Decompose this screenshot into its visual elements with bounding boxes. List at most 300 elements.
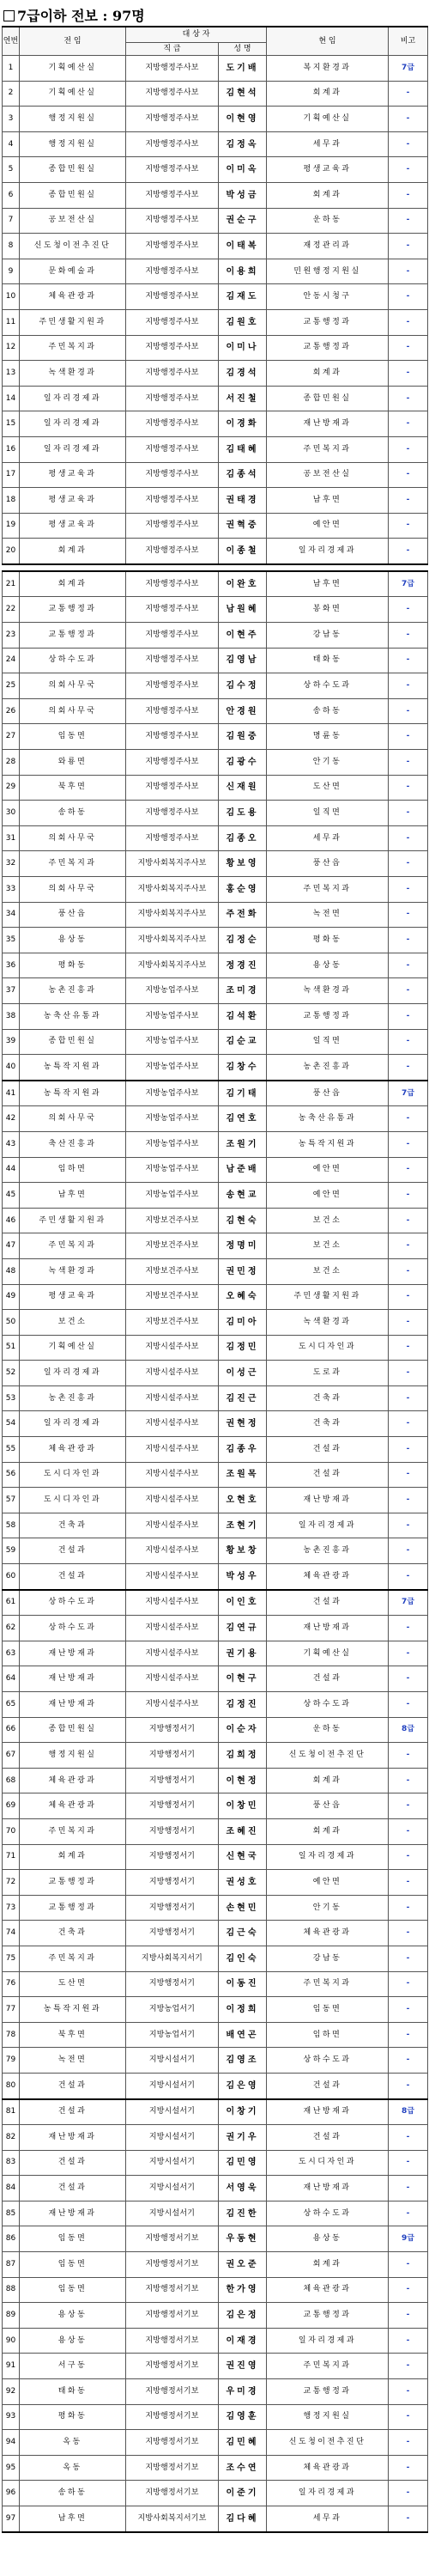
row-grade: 지방사회복지서기 — [126, 1946, 219, 1971]
row-grade: 지방농업서기 — [126, 1997, 219, 2023]
row-note: - — [389, 877, 428, 903]
row-number: 90 — [3, 2328, 20, 2354]
table-row — [3, 2022, 428, 2048]
row-to-dept: 평화동 — [267, 928, 389, 953]
row-number: 27 — [3, 724, 20, 750]
row-name: 김재도 — [219, 284, 267, 310]
row-note: - — [389, 81, 428, 107]
row-number: 18 — [3, 488, 20, 514]
row-number: 61 — [3, 1590, 20, 1616]
col-header-target: 대 상 자 — [126, 27, 267, 43]
row-to-dept: 예안면 — [267, 1183, 389, 1209]
row-note: - — [389, 1538, 428, 1564]
table-row — [3, 2252, 428, 2278]
row-note: 8급 — [389, 2099, 428, 2125]
row-grade: 지방행정주사보 — [126, 462, 219, 488]
row-note: - — [389, 1692, 428, 1718]
row-name: 김도용 — [219, 801, 267, 826]
row-from-dept: 축산진흥과 — [20, 1131, 126, 1157]
row-grade: 지방행정주사보 — [126, 623, 219, 649]
row-note: - — [389, 1029, 428, 1055]
row-note: - — [389, 107, 428, 132]
row-name: 박성금 — [219, 182, 267, 208]
row-to-dept: 건설과 — [267, 2125, 389, 2151]
row-grade: 지방시설주사보 — [126, 1462, 219, 1488]
row-to-dept: 재난방재과 — [267, 2099, 389, 2125]
row-to-dept: 재난방재과 — [267, 2176, 389, 2201]
row-number: 81 — [3, 2099, 20, 2125]
row-note: - — [389, 208, 428, 234]
row-grade: 지방시설주사보 — [126, 1437, 219, 1463]
table-row — [3, 259, 428, 284]
row-note: 8급 — [389, 1717, 428, 1743]
row-name: 이현구 — [219, 1666, 267, 1692]
row-number: 36 — [3, 953, 20, 978]
table-row — [3, 571, 428, 597]
row-note: - — [389, 1106, 428, 1132]
row-grade: 지방행정주사보 — [126, 81, 219, 107]
table-row — [3, 1921, 428, 1946]
row-grade: 지방행정서기보 — [126, 2430, 219, 2456]
row-grade: 지방행정주사보 — [126, 386, 219, 411]
row-name: 김정민 — [219, 1335, 267, 1361]
row-grade: 지방행정주사보 — [126, 488, 219, 514]
row-note: - — [389, 1641, 428, 1666]
row-name: 김민영 — [219, 2150, 267, 2176]
table-row — [3, 1844, 428, 1870]
row-grade: 지방행정서기 — [126, 1870, 219, 1896]
row-number: 87 — [3, 2252, 20, 2278]
row-note: - — [389, 1946, 428, 1971]
row-grade: 지방행정주사보 — [126, 597, 219, 623]
row-to-dept: 교통행정과 — [267, 1003, 389, 1029]
row-note: - — [389, 2022, 428, 2048]
row-name: 이순자 — [219, 1717, 267, 1743]
table-row — [3, 2354, 428, 2379]
row-note: - — [389, 1411, 428, 1437]
row-number: 5 — [3, 157, 20, 183]
row-grade: 지방시설주사보 — [126, 1590, 219, 1616]
row-number: 73 — [3, 1895, 20, 1921]
row-name: 이창기 — [219, 2099, 267, 2125]
row-grade: 지방행정서기 — [126, 1793, 219, 1819]
row-to-dept: 봉화면 — [267, 597, 389, 623]
row-number: 67 — [3, 1743, 20, 1769]
table-row — [3, 1743, 428, 1769]
row-number: 10 — [3, 284, 20, 310]
row-name: 김광수 — [219, 750, 267, 776]
table-row — [3, 462, 428, 488]
row-from-dept: 임동면 — [20, 2226, 126, 2252]
row-name: 이인호 — [219, 1590, 267, 1616]
row-to-dept: 일자리경제과 — [267, 1513, 389, 1538]
row-note: - — [389, 361, 428, 387]
row-name: 이현정 — [219, 1768, 267, 1793]
row-name: 이준기 — [219, 2481, 267, 2506]
row-name: 권순구 — [219, 208, 267, 234]
row-name: 김원중 — [219, 724, 267, 750]
row-note: - — [389, 978, 428, 1004]
row-name: 김연규 — [219, 1616, 267, 1641]
row-grade: 지방행정주사보 — [126, 107, 219, 132]
row-number: 32 — [3, 851, 20, 877]
row-grade: 지방행정서기보 — [126, 2379, 219, 2405]
table-row — [3, 2379, 428, 2405]
row-from-dept: 임동면 — [20, 2252, 126, 2278]
row-to-dept: 체육관광과 — [267, 1564, 389, 1590]
row-name: 권오준 — [219, 2252, 267, 2278]
row-from-dept: 종합민원실 — [20, 1029, 126, 1055]
row-grade: 지방행정서기보 — [126, 2303, 219, 2329]
row-name: 김정옥 — [219, 131, 267, 157]
row-name: 권현정 — [219, 1411, 267, 1437]
row-from-dept: 농특작지원과 — [20, 1997, 126, 2023]
row-to-dept: 공보전산실 — [267, 462, 389, 488]
table-row — [3, 1106, 428, 1132]
table-row — [3, 284, 428, 310]
table-row — [3, 1538, 428, 1564]
row-note: - — [389, 386, 428, 411]
row-number: 76 — [3, 1971, 20, 1997]
table-row — [3, 1692, 428, 1718]
row-grade: 지방농업주사보 — [126, 1106, 219, 1132]
row-to-dept: 주민복지과 — [267, 877, 389, 903]
table-row — [3, 2277, 428, 2303]
row-name: 김정진 — [219, 1692, 267, 1718]
row-grade: 지방행정서기 — [126, 1971, 219, 1997]
row-to-dept: 회계과 — [267, 81, 389, 107]
table-row — [3, 2506, 428, 2532]
row-grade: 지방행정서기보 — [126, 2328, 219, 2354]
row-to-dept: 풍산읍 — [267, 1081, 389, 1106]
row-note: - — [389, 2455, 428, 2481]
row-number: 53 — [3, 1385, 20, 1411]
row-number: 29 — [3, 775, 20, 801]
table-row — [3, 234, 428, 259]
row-grade: 지방행정주사보 — [126, 259, 219, 284]
table-row — [3, 131, 428, 157]
row-number: 11 — [3, 309, 20, 335]
row-from-dept: 행정지원실 — [20, 107, 126, 132]
row-from-dept: 종합민원실 — [20, 182, 126, 208]
table-row — [3, 953, 428, 978]
row-number: 47 — [3, 1233, 20, 1259]
row-note: - — [389, 2125, 428, 2151]
row-from-dept: 임하면 — [20, 1157, 126, 1183]
row-from-dept: 회계과 — [20, 1844, 126, 1870]
row-grade: 지방시설주사보 — [126, 1513, 219, 1538]
row-to-dept: 주민복지과 — [267, 2354, 389, 2379]
table-row — [3, 1081, 428, 1106]
row-from-dept: 문화예술과 — [20, 259, 126, 284]
row-from-dept: 체육관광과 — [20, 1793, 126, 1819]
row-grade: 지방행정서기 — [126, 1717, 219, 1743]
row-name: 김순교 — [219, 1029, 267, 1055]
row-to-dept: 신도청이전추진단 — [267, 2430, 389, 2456]
row-grade: 지방시설서기 — [126, 2099, 219, 2125]
row-to-dept: 건설과 — [267, 2073, 389, 2098]
row-grade: 지방시설서기 — [126, 2125, 219, 2151]
row-number: 24 — [3, 648, 20, 673]
table-row — [3, 436, 428, 462]
row-to-dept: 회계과 — [267, 1768, 389, 1793]
table-row — [3, 488, 428, 514]
col-header-from: 전 임 — [20, 27, 126, 56]
row-to-dept: 기획예산실 — [267, 107, 389, 132]
row-from-dept: 상하수도과 — [20, 1590, 126, 1616]
row-to-dept: 일직면 — [267, 1029, 389, 1055]
table-row — [3, 1616, 428, 1641]
row-number: 25 — [3, 673, 20, 699]
row-name: 이성근 — [219, 1361, 267, 1386]
page-title-text: 7급이하 전보 : 97명 — [17, 8, 145, 24]
table-row — [3, 513, 428, 539]
row-note: - — [389, 698, 428, 724]
row-note: - — [389, 1361, 428, 1386]
row-to-dept: 용상동 — [267, 953, 389, 978]
row-from-dept: 기획예산실 — [20, 56, 126, 82]
table-row — [3, 597, 428, 623]
row-grade: 지방행정주사보 — [126, 335, 219, 361]
row-number: 26 — [3, 698, 20, 724]
row-grade: 지방행정주사보 — [126, 284, 219, 310]
row-name: 김은영 — [219, 2073, 267, 2098]
row-note: - — [389, 2506, 428, 2532]
row-grade: 지방행정주사보 — [126, 825, 219, 851]
row-from-dept: 농특작지원과 — [20, 1055, 126, 1081]
row-number: 13 — [3, 361, 20, 387]
row-name: 김창수 — [219, 1055, 267, 1081]
row-from-dept: 주민복지과 — [20, 1818, 126, 1844]
row-grade: 지방시설서기 — [126, 2048, 219, 2074]
row-grade: 지방시설주사보 — [126, 1564, 219, 1590]
row-to-dept: 교통행정과 — [267, 309, 389, 335]
row-from-dept: 농촌진흥과 — [20, 978, 126, 1004]
row-from-dept: 건설과 — [20, 1538, 126, 1564]
row-number: 57 — [3, 1488, 20, 1513]
row-from-dept: 재난방재과 — [20, 1641, 126, 1666]
table-row — [3, 1437, 428, 1463]
row-note: 7급 — [389, 1081, 428, 1106]
table-row — [3, 1768, 428, 1793]
table-row — [3, 2073, 428, 2098]
row-from-dept: 녹전면 — [20, 2048, 126, 2074]
row-grade: 지방행정서기 — [126, 1743, 219, 1769]
row-name: 한가영 — [219, 2277, 267, 2303]
row-grade: 지방행정주사보 — [126, 182, 219, 208]
row-number: 91 — [3, 2354, 20, 2379]
row-to-dept: 용상동 — [267, 2226, 389, 2252]
row-note: - — [389, 1488, 428, 1513]
row-name: 김은정 — [219, 2303, 267, 2329]
row-note: - — [389, 648, 428, 673]
row-note: - — [389, 157, 428, 183]
table-row — [3, 157, 428, 183]
row-from-dept: 도시디자인과 — [20, 1462, 126, 1488]
table-row — [3, 648, 428, 673]
row-to-dept: 임하면 — [267, 2022, 389, 2048]
row-number: 42 — [3, 1106, 20, 1132]
row-name: 김원호 — [219, 309, 267, 335]
row-grade: 지방행정주사보 — [126, 157, 219, 183]
row-to-dept: 예안면 — [267, 513, 389, 539]
row-number: 65 — [3, 1692, 20, 1718]
row-grade: 지방행정서기 — [126, 1768, 219, 1793]
row-grade: 지방행정서기보 — [126, 2252, 219, 2278]
row-to-dept: 체육관광과 — [267, 2455, 389, 2481]
table-row — [3, 539, 428, 564]
row-from-dept: 행정지원실 — [20, 1743, 126, 1769]
row-to-dept: 회계과 — [267, 182, 389, 208]
table-row — [3, 361, 428, 387]
row-name: 김현석 — [219, 81, 267, 107]
row-to-dept: 세무과 — [267, 825, 389, 851]
row-to-dept: 민원행정지원실 — [267, 259, 389, 284]
row-from-dept: 주민생활지원과 — [20, 1208, 126, 1233]
row-note: - — [389, 309, 428, 335]
row-grade: 지방행정주사보 — [126, 750, 219, 776]
row-note: - — [389, 2481, 428, 2506]
row-to-dept: 태화동 — [267, 648, 389, 673]
row-name: 김영훈 — [219, 2404, 267, 2430]
row-number: 93 — [3, 2404, 20, 2430]
table-row — [3, 1208, 428, 1233]
row-name: 조미경 — [219, 978, 267, 1004]
row-to-dept: 회계과 — [267, 2252, 389, 2278]
row-from-dept: 일자리경제과 — [20, 411, 126, 437]
row-note: - — [389, 1462, 428, 1488]
row-name: 김수정 — [219, 673, 267, 699]
row-grade: 지방행정주사보 — [126, 361, 219, 387]
row-from-dept: 임동면 — [20, 724, 126, 750]
row-name: 권기용 — [219, 1641, 267, 1666]
row-name: 김근숙 — [219, 1921, 267, 1946]
page-title — [0, 0, 429, 26]
row-note: - — [389, 2379, 428, 2405]
row-from-dept: 재난방재과 — [20, 2125, 126, 2151]
row-to-dept: 재난방재과 — [267, 1616, 389, 1641]
row-name: 이정희 — [219, 1997, 267, 2023]
table-row — [3, 1870, 428, 1896]
table-row — [3, 2404, 428, 2430]
row-grade: 지방행정서기보 — [126, 2455, 219, 2481]
row-from-dept: 보건소 — [20, 1310, 126, 1336]
row-from-dept: 건설과 — [20, 2073, 126, 2098]
row-grade: 지방시설서기 — [126, 2176, 219, 2201]
table-row — [3, 1131, 428, 1157]
row-name: 김미아 — [219, 1310, 267, 1336]
row-grade: 지방행정서기 — [126, 1818, 219, 1844]
row-to-dept: 회계과 — [267, 1818, 389, 1844]
row-from-dept: 건설과 — [20, 2150, 126, 2176]
row-number: 52 — [3, 1361, 20, 1386]
row-to-dept: 일자리경제과 — [267, 1844, 389, 1870]
row-from-dept: 평생교육과 — [20, 1284, 126, 1310]
row-to-dept: 송하동 — [267, 698, 389, 724]
row-note: - — [389, 2430, 428, 2456]
row-grade: 지방시설주사보 — [126, 1666, 219, 1692]
row-name: 조수연 — [219, 2455, 267, 2481]
row-from-dept: 주민복지과 — [20, 1233, 126, 1259]
row-grade: 지방사회복지주사보 — [126, 953, 219, 978]
row-from-dept: 용상동 — [20, 2303, 126, 2329]
row-name: 이현영 — [219, 107, 267, 132]
row-number: 58 — [3, 1513, 20, 1538]
row-name: 이완호 — [219, 571, 267, 597]
row-to-dept: 평생교육과 — [267, 157, 389, 183]
row-note: - — [389, 2404, 428, 2430]
row-note: - — [389, 234, 428, 259]
row-number: 94 — [3, 2430, 20, 2456]
row-to-dept: 상하수도과 — [267, 2048, 389, 2074]
row-to-dept: 재정관리과 — [267, 234, 389, 259]
row-from-dept: 건설과 — [20, 2176, 126, 2201]
row-note: - — [389, 953, 428, 978]
row-number: 6 — [3, 182, 20, 208]
row-note: - — [389, 623, 428, 649]
table-row — [3, 1183, 428, 1209]
row-to-dept: 상하수도과 — [267, 2201, 389, 2226]
row-from-dept: 북후면 — [20, 2022, 126, 2048]
row-grade: 지방행정서기 — [126, 1844, 219, 1870]
row-grade: 지방시설서기 — [126, 2073, 219, 2098]
row-to-dept: 주민생활지원과 — [267, 1284, 389, 1310]
row-grade: 지방농업주사보 — [126, 1131, 219, 1157]
row-grade: 지방시설주사보 — [126, 1335, 219, 1361]
row-number: 63 — [3, 1641, 20, 1666]
row-number: 8 — [3, 234, 20, 259]
row-from-dept: 건축과 — [20, 1513, 126, 1538]
row-to-dept: 건설과 — [267, 1590, 389, 1616]
row-to-dept: 도시디자인과 — [267, 1335, 389, 1361]
table-row — [3, 1818, 428, 1844]
row-name: 남준배 — [219, 1157, 267, 1183]
row-grade: 지방행정서기 — [126, 1921, 219, 1946]
row-note: 7급 — [389, 1590, 428, 1616]
row-note: - — [389, 131, 428, 157]
row-grade: 지방사회복지주사보 — [126, 902, 219, 928]
row-name: 김종오 — [219, 825, 267, 851]
row-to-dept: 건축과 — [267, 1411, 389, 1437]
row-note: - — [389, 1616, 428, 1641]
row-number: 72 — [3, 1870, 20, 1896]
row-number: 4 — [3, 131, 20, 157]
row-from-dept: 재난방재과 — [20, 2201, 126, 2226]
row-name: 남원혜 — [219, 597, 267, 623]
transfer-table-1 — [2, 26, 428, 565]
col-header-grade: 직 급 — [126, 43, 219, 56]
row-name: 조현기 — [219, 1513, 267, 1538]
row-note: - — [389, 2150, 428, 2176]
row-number: 64 — [3, 1666, 20, 1692]
row-grade: 지방행정주사보 — [126, 571, 219, 597]
row-from-dept: 평생교육과 — [20, 462, 126, 488]
row-note: - — [389, 1513, 428, 1538]
row-name: 조혜진 — [219, 1818, 267, 1844]
table-row — [3, 801, 428, 826]
row-from-dept: 송하동 — [20, 2481, 126, 2506]
table-row — [3, 1411, 428, 1437]
row-note: - — [389, 1437, 428, 1463]
row-from-dept: 기획예산실 — [20, 81, 126, 107]
table-row — [3, 81, 428, 107]
row-number: 83 — [3, 2150, 20, 2176]
row-to-dept: 체육관광과 — [267, 2277, 389, 2303]
row-name: 권성호 — [219, 1870, 267, 1896]
row-from-dept: 평생교육과 — [20, 513, 126, 539]
row-to-dept: 주민복지과 — [267, 1971, 389, 1997]
row-from-dept: 회계과 — [20, 539, 126, 564]
